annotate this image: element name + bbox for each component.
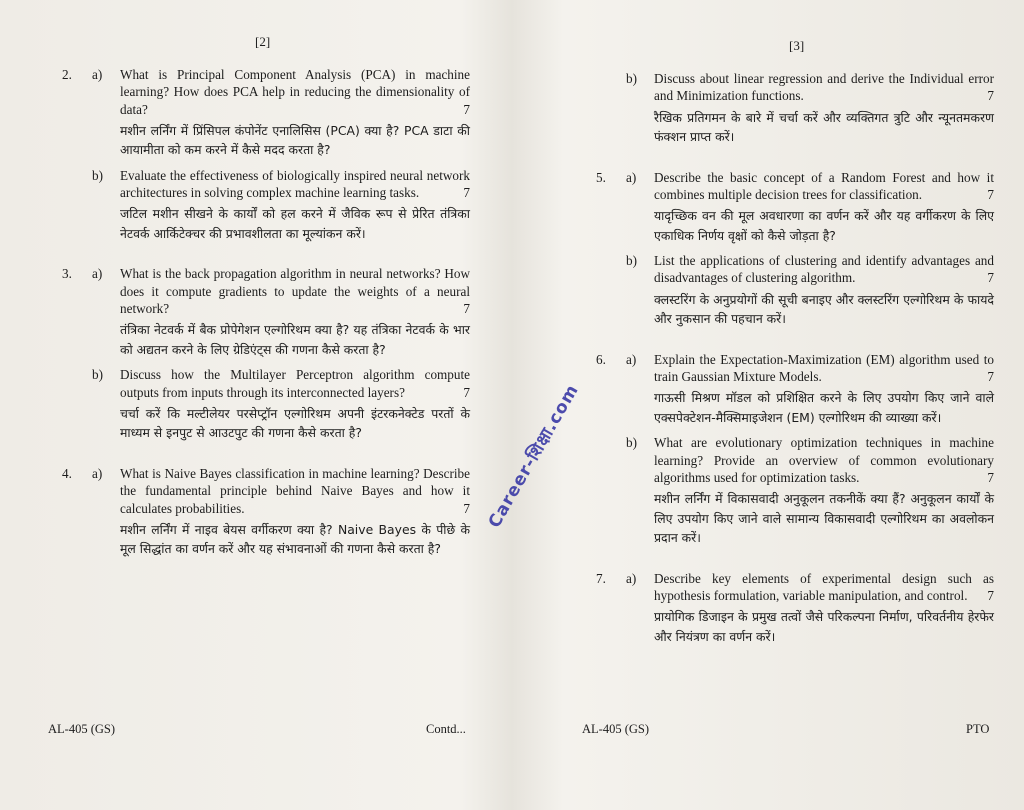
question-7	[582, 570, 994, 647]
footer-contd: Contd...	[426, 722, 466, 736]
footer-pto: PTO	[966, 722, 990, 736]
question-text-hindi: गाऊसी मिश्रण मॉडल को प्रशिक्षित करने के लिए उपयोग किए जाने वाले एक्सपेक्टेशन-मैक्सिमाइजेशन (EM) एल्गोरिथम की व्याख्या करें।	[654, 390, 994, 425]
marks: 7	[463, 384, 470, 400]
question-list	[48, 66, 470, 559]
question-part	[626, 570, 994, 647]
question-text-hindi: यादृच्छिक वन की मूल अवधारणा का वर्णन करें और यह वर्गीकरण के लिए एकाधिक निर्णय वृक्षों को कैसे जोड़ता है?	[654, 208, 994, 243]
question-text-english: Discuss about linear regression and derive the Individual error and Minimization functions. 7	[654, 71, 994, 104]
question-number: 4.	[62, 465, 72, 481]
part-label: a)	[92, 465, 103, 481]
part-label: b)	[92, 367, 103, 383]
question-text-english: What is the back propagation algorithm in neural networks? How does it compute gradients to update the weights of a neural network? 7	[120, 266, 470, 317]
page-number: [2]	[255, 34, 271, 49]
part-label: b)	[626, 253, 637, 269]
question-text-hindi: रैखिक प्रतिगमन के बारे में चर्चा करें और व्यक्तिगत त्रुटि और न्यूनतमकरण फंक्शन प्राप्त करें।	[654, 109, 994, 145]
question-number: 3.	[62, 266, 72, 282]
question-2	[48, 66, 470, 243]
marks: 7	[987, 186, 994, 202]
question-text-english: Evaluate the effectiveness of biologically inspired neural network architectures in solving complex machine learning tasks. 7	[120, 167, 470, 201]
question-4	[48, 465, 470, 559]
question-text-hindi: तंत्रिका नेटवर्क में बैक प्रोपेगेशन एल्गोरिथम क्या है? यह तंत्रिका नेटवर्क के भार को अद्यतन करने के लिए ग्रेडिएंट्स की गणना कैसे करता है?	[120, 322, 470, 357]
left-page	[0, 0, 510, 810]
question-text-english: List the applications of clustering and identify advantages and disadvantages of clustering algorithm. 7	[654, 253, 994, 286]
question-text-hindi: चर्चा करें कि मल्टीलेयर परसेप्ट्रॉन एल्गोरिथम अपनी इंटरकनेक्टेड परतों के माध्यम से इनपुट से आउटपुट की गणना कैसे करता है?	[120, 405, 470, 441]
part-label: a)	[626, 351, 637, 367]
part-label: a)	[626, 169, 637, 185]
marks: 7	[987, 369, 994, 385]
question-4-continued	[582, 70, 994, 147]
marks: 7	[463, 301, 470, 317]
question-text-english: Discuss how the Multilayer Perceptron algorithm compute outputs from inputs through its interconnected layers? 7	[120, 367, 470, 400]
marks: 7	[987, 588, 994, 604]
marks: 7	[987, 88, 994, 104]
question-text-hindi: मशीन लर्निंग में नाइव बेयस वर्गीकरण क्या है? Naive Bayes के पीछे के मूल सिद्धांत का वर्णन करें और यह संभावनाओं की गणना कैसे करता है?	[120, 521, 470, 557]
part-label: b)	[626, 435, 637, 451]
question-number: 7.	[596, 570, 606, 586]
part-label: a)	[92, 67, 103, 82]
footer-paper-code: AL-405 (GS)	[582, 722, 650, 736]
question-6	[582, 351, 994, 548]
question-text-hindi: क्लस्टरिंग के अनुप्रयोगों की सूची बनाइए और क्लस्टरिंग एल्गोरिथम के फायदे और नुकसान की पहचान करें।	[654, 291, 994, 327]
question-part	[626, 70, 994, 147]
question-text-hindi: जटिल मशीन सीखने के कार्यों को हल करने में जैविक रूप से प्रेरित तंत्रिका नेटवर्क आर्किटेक्चर की प्रभावशीलता का मूल्यांकन करें।	[120, 206, 470, 241]
question-3	[48, 265, 470, 442]
question-text-english: Explain the Expectation-Maximization (EM) algorithm used to train Gaussian Mixture Models. 7	[654, 351, 994, 385]
question-list	[582, 70, 994, 646]
question-5	[582, 169, 994, 329]
question-part	[92, 265, 470, 359]
watermark-stamp: Career-शिक्षा.com	[484, 380, 584, 532]
question-part	[92, 66, 470, 160]
page-number: [3]	[789, 38, 805, 53]
part-label: b)	[626, 71, 637, 86]
footer-paper-code: AL-405 (GS)	[48, 722, 116, 736]
question-text-english: Describe the basic concept of a Random Forest and how it combines multiple decision trees for classification. 7	[654, 169, 994, 202]
question-part	[626, 351, 994, 428]
marks: 7	[987, 469, 994, 485]
right-page	[514, 0, 1024, 810]
question-part	[626, 169, 994, 246]
question-part	[92, 167, 470, 244]
question-text-hindi: प्रायोगिक डिजाइन के प्रमुख तत्वों जैसे परिकल्पना निर्माण, परिवर्तनीय हेरफेर और नियंत्रण का वर्णन करें।	[654, 609, 994, 644]
question-number: 5.	[596, 169, 606, 185]
marks: 7	[463, 101, 470, 117]
marks: 7	[463, 185, 470, 201]
question-text-english: What is Principal Component Analysis (PCA) in machine learning? How does PCA help in reducing the dimensionality of data? 7	[120, 67, 470, 117]
question-part	[92, 465, 470, 559]
question-text-english: Describe key elements of experimental design such as hypothesis formulation, variable manipulation, and control. 7	[654, 570, 994, 604]
question-text-english: What are evolutionary optimization techniques in machine learning? Provide an overview of common evolutionary algorithms used for optimization tasks. 7	[654, 435, 994, 485]
part-label: b)	[92, 167, 103, 183]
question-part	[626, 252, 994, 329]
question-part	[626, 434, 994, 547]
question-number: 6.	[596, 351, 606, 367]
question-number: 2.	[62, 67, 72, 82]
part-label: a)	[626, 570, 637, 586]
marks: 7	[987, 270, 994, 286]
marks: 7	[463, 500, 470, 516]
question-part	[92, 366, 470, 443]
part-label: a)	[92, 266, 103, 282]
question-text-english: What is Naive Bayes classification in machine learning? Describe the fundamental principle behind Naive Bayes and how it calculates probabilities. 7	[120, 465, 470, 516]
question-text-hindi: मशीन लर्निंग में प्रिंसिपल कंपोनेंट एनालिसिस (PCA) क्या है? PCA डाटा की आयामीता को कम करने में कैसे मदद करता है?	[120, 122, 470, 158]
question-text-hindi: मशीन लर्निंग में विकासवादी अनुकूलन तकनीकें क्या हैं? अनुकूलन कार्यों के लिए उपयोग किए जाने वाले सामान्य विकासवादी एल्गोरिथम का अवलोकन प्रदान करें।	[654, 491, 994, 546]
